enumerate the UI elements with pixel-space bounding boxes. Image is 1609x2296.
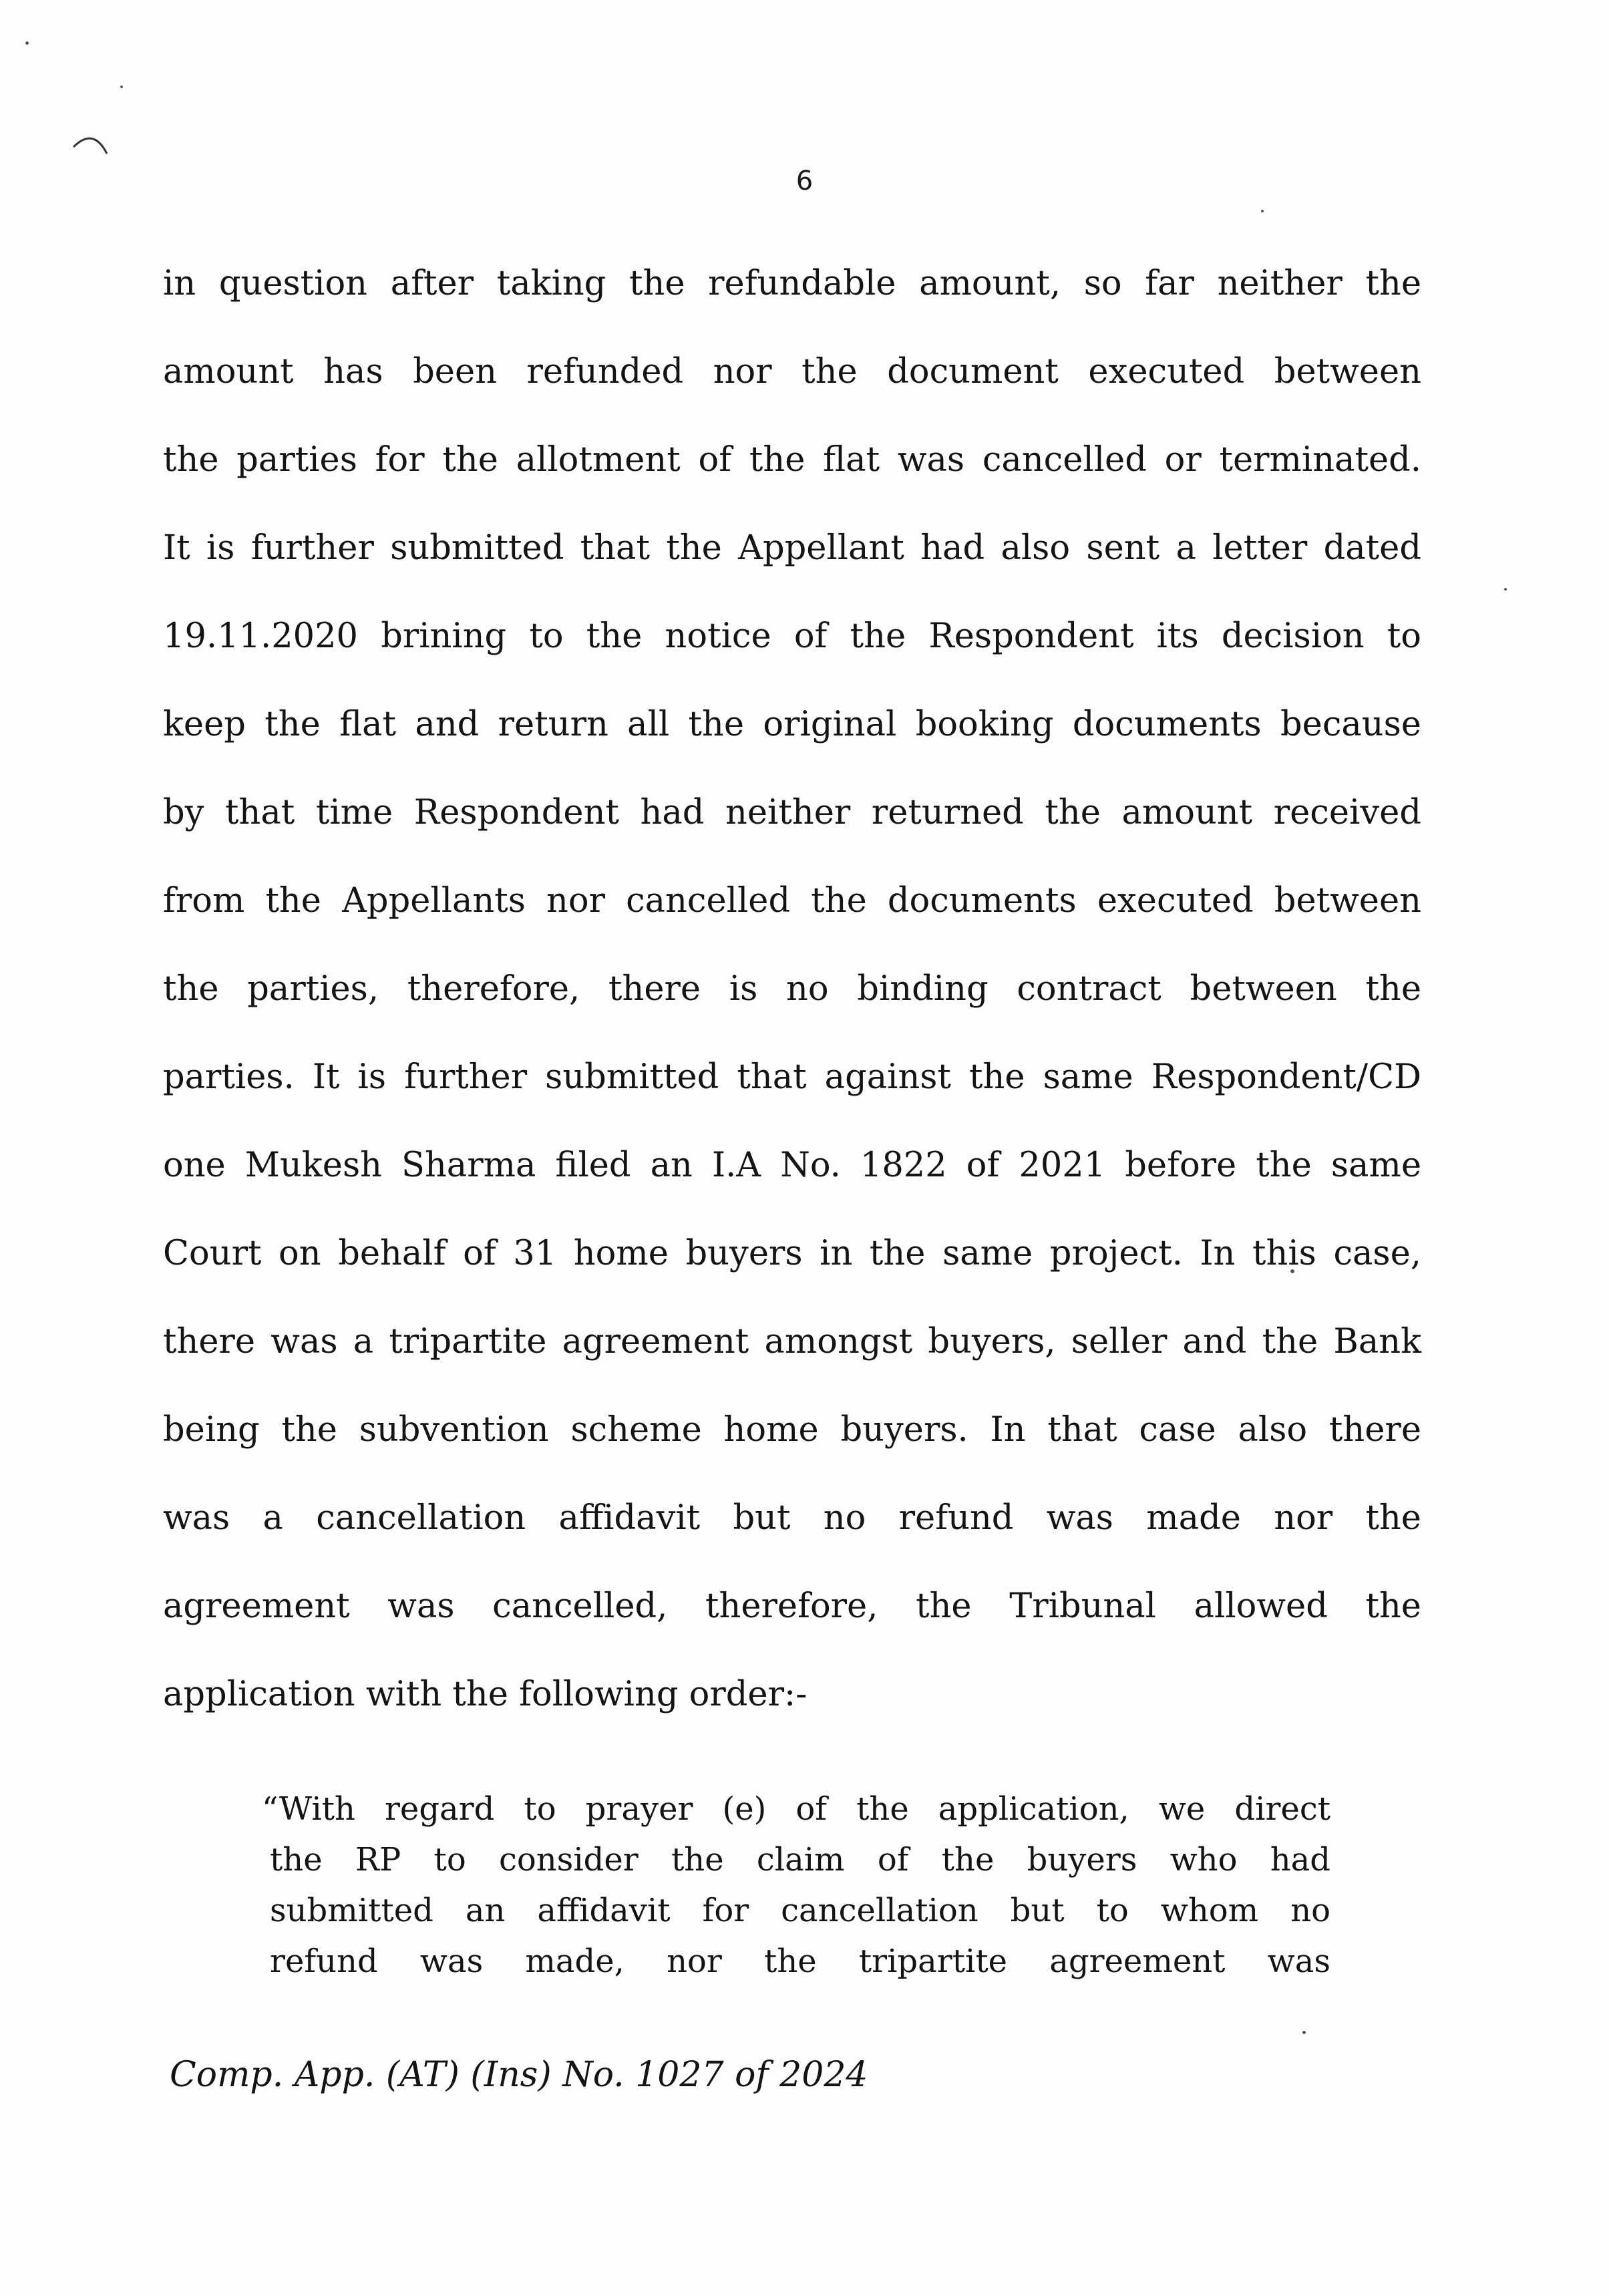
body-line: there was a tripartite agreement amongst buyers, seller and the Bank bbox=[163, 1322, 1421, 1361]
quote-line: submitted an affidavit for cancellation but to whom no bbox=[270, 1892, 1330, 1929]
scan-speck bbox=[120, 86, 123, 88]
body-line: amount has been refunded nor the document executed between bbox=[163, 352, 1421, 391]
scan-speck bbox=[1504, 588, 1507, 591]
body-line: by that time Respondent had neither returned the amount received bbox=[163, 793, 1421, 832]
scan-speck bbox=[1261, 210, 1264, 212]
block-quote bbox=[262, 1784, 1330, 1987]
body-line: Court on behalf of 31 home buyers in the same project. In this case, bbox=[163, 1234, 1421, 1273]
quote-line: the RP to consider the claim of the buyers who had bbox=[270, 1841, 1330, 1878]
body-line: the parties, therefore, there is no binding contract between the bbox=[163, 969, 1421, 1009]
body-line: was a cancellation affidavit but no refund was made nor the bbox=[163, 1498, 1421, 1538]
page-number: 6 bbox=[795, 166, 814, 196]
scan-speck bbox=[1302, 2031, 1306, 2034]
body-line: 19.11.2020 brining to the notice of the Respondent its decision to bbox=[163, 617, 1421, 656]
body-line: in question after taking the refundable amount, so far neither the bbox=[163, 264, 1421, 303]
case-reference-footer: Comp. App. (AT) (Ins) No. 1027 of 2024 bbox=[170, 2055, 868, 2095]
scan-mark-icon bbox=[67, 127, 120, 167]
body-paragraph bbox=[163, 254, 1421, 1753]
body-line: from the Appellants nor cancelled the documents executed between bbox=[163, 881, 1421, 921]
quote-line: “With regard to prayer (e) of the application, we direct bbox=[262, 1790, 1330, 1828]
quote-line: refund was made, nor the tripartite agreement was bbox=[270, 1943, 1330, 1980]
body-line: agreement was cancelled, therefore, the Tribunal allowed the bbox=[163, 1587, 1421, 1626]
body-line: It is further submitted that the Appellant had also sent a letter dated bbox=[163, 528, 1421, 568]
body-line: being the subvention scheme home buyers. In that case also there bbox=[163, 1410, 1421, 1450]
body-line: application with the following order:- bbox=[163, 1675, 808, 1714]
body-line: the parties for the allotment of the flat was cancelled or terminated. bbox=[163, 440, 1421, 480]
body-line: parties. It is further submitted that against the same Respondent/CD bbox=[163, 1057, 1421, 1097]
body-line: keep the flat and return all the original booking documents because bbox=[163, 705, 1421, 744]
body-line: one Mukesh Sharma filed an I.A No. 1822 of 2021 before the same bbox=[163, 1146, 1421, 1185]
scan-speck bbox=[25, 41, 29, 45]
